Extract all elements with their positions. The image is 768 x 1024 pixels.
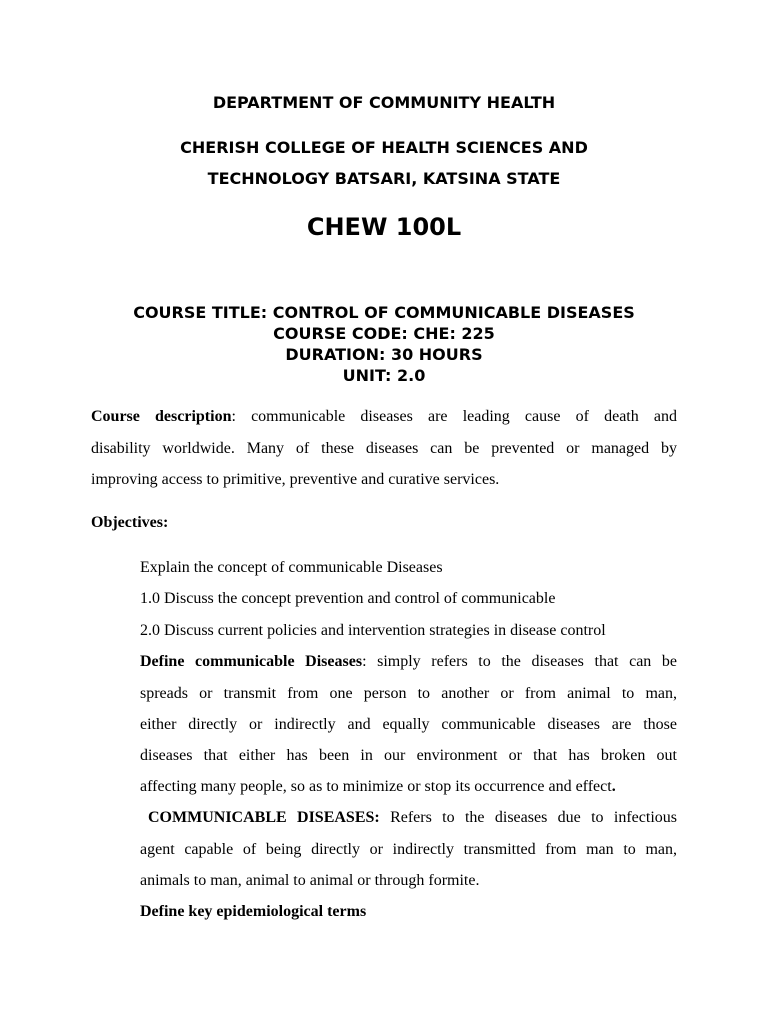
objective-item: 1.0 Discuss the concept prevention and control of communicable [140, 590, 556, 607]
definition-text-1: : simply refers to the diseases that can be [362, 653, 677, 670]
college-name-line2: TECHNOLOGY BATSARI, KATSINA STATE [207, 169, 561, 188]
definition-line-3: either directly or indirectly and equally communicable diseases are those [140, 716, 677, 733]
communicable-line-2: agent capable of being directly or indirectly transmitted from man to man, [140, 841, 677, 858]
objective-item: Explain the concept of communicable Diseases [140, 559, 443, 576]
communicable-text-1: Refers to the diseases due to infectious [379, 809, 677, 826]
definition-label: Define communicable Diseases [140, 653, 363, 670]
definition-line-5 [140, 778, 616, 796]
objective-item: 2.0 Discuss current policies and intervention strategies in disease control [140, 622, 606, 639]
definition-line-4: diseases that either has been in our environment or that has broken out [140, 747, 677, 764]
objectives-heading-text: Objectives: [91, 514, 169, 531]
objectives-heading [91, 514, 168, 532]
definition-line-1 [140, 653, 677, 671]
department-heading: DEPARTMENT OF COMMUNITY HEALTH [212, 93, 556, 112]
communicable-line-1 [148, 809, 677, 827]
course-title: COURSE TITLE: CONTROL OF COMMUNICABLE DISEASES [133, 303, 635, 322]
description-text-1: : communicable diseases are leading cause of death and [231, 408, 677, 425]
definition-text-5: affecting many people, so as to minimize or stop its occurrence and effect [140, 778, 612, 795]
description-line-1 [91, 408, 677, 426]
course-duration: DURATION: 30 HOURS [285, 345, 483, 364]
communicable-label: COMMUNICABLE DISEASES: [148, 809, 380, 826]
college-name-line1: CHERISH COLLEGE OF HEALTH SCIENCES AND [180, 138, 588, 157]
key-terms-heading [140, 903, 366, 921]
description-label: Course description [91, 408, 232, 425]
definition-period: . [611, 778, 616, 795]
definition-line-2: spreads or transmit from one person to another or from animal to man, [140, 685, 677, 702]
key-terms-heading-text: Define key epidemiological terms [140, 903, 367, 920]
course-code: COURSE CODE: CHE: 225 [273, 324, 495, 343]
level-heading: CHEW 100L [306, 213, 462, 241]
course-unit: UNIT: 2.0 [342, 366, 426, 385]
description-line-3: improving access to primitive, preventive and curative services. [91, 471, 500, 488]
communicable-line-3: animals to man, animal to animal or through formite. [140, 872, 480, 889]
description-line-2: disability worldwide. Many of these diseases can be prevented or managed by [91, 440, 677, 457]
